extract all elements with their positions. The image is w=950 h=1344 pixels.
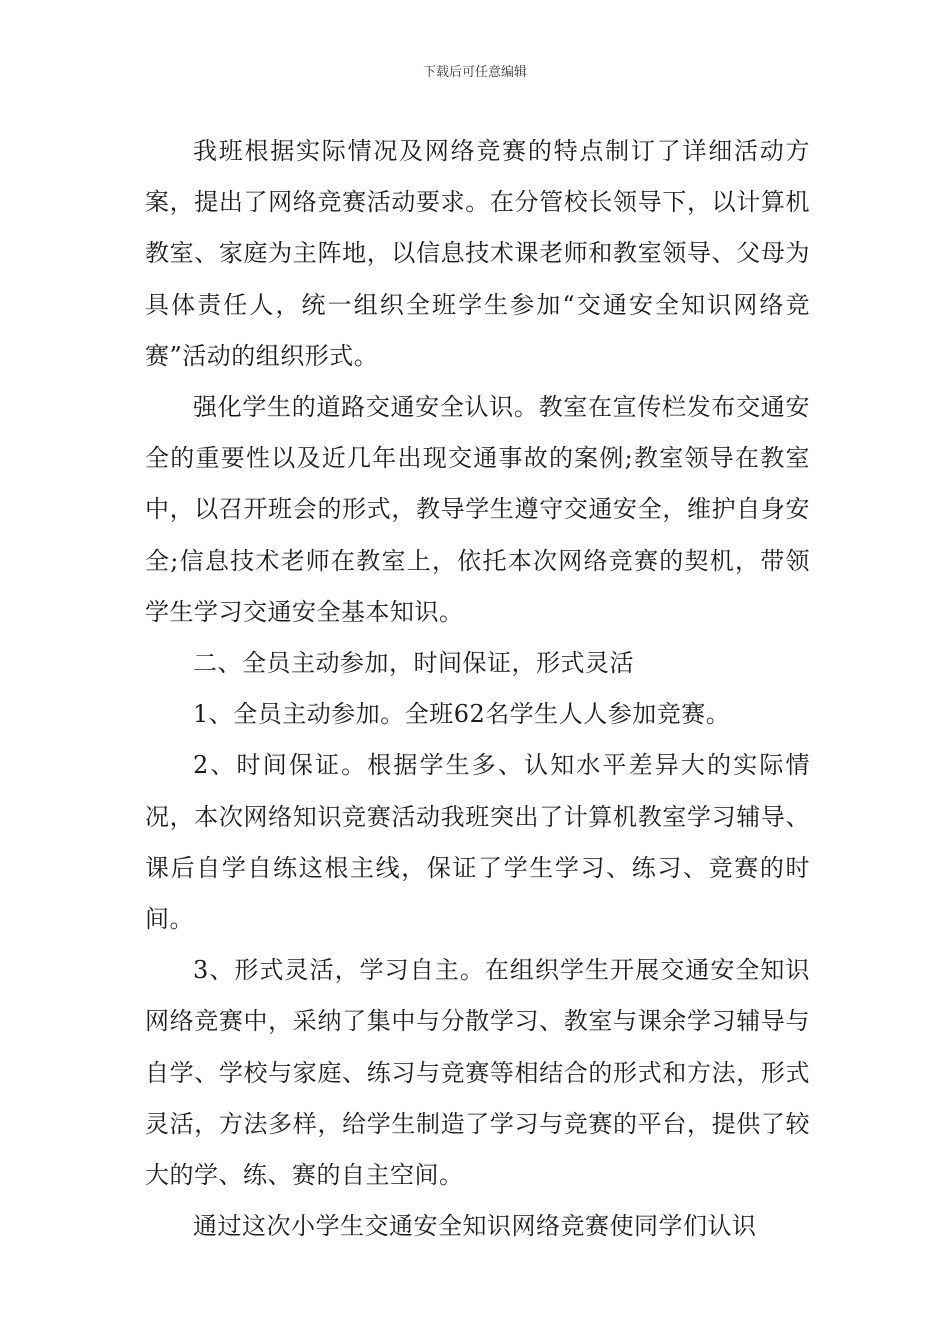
paragraph-item-3: 3、形式灵活，学习自主。在组织学生开展交通安全知识网络竞赛中，采纳了集中与分散学习、教室与课余学习辅导与自学、学校与家庭、练习与竞赛等相结合的形式和方法，形式灵活，方法多样，给学生制造了学习与竞赛的平台，提供了较大的学、练、赛的自主空间。 (145, 956, 810, 1190)
paragraph-safety-awareness: 强化学生的道路交通安全认识。教室在宣传栏发布交通安全的重要性以及近几年出现交通事故的案例;教室领导在教室中，以召开班会的形式，教导学生遵守交通安全，维护自身安全;信息技术老师在教室上，依托本次网络竞赛的契机，带领学生学习交通安全基本知识。 (145, 393, 810, 626)
paragraph-item-1: 1、全员主动参加。全班62名学生人人参加竞赛。 (193, 700, 731, 729)
paragraph-conclusion: 通过这次小学生交通安全知识网络竞赛使同学们认识 (193, 1212, 757, 1241)
section-heading-participation: 二、全员主动参加，时间保证，形式灵活 (193, 649, 634, 678)
page-header: 下载后可任意编辑 (422, 65, 527, 80)
paragraph-activity-plan: 我班根据实际情况及网络竞赛的特点制订了详细活动方案，提出了网络竞赛活动要求。在分管校长领导下，以计算机教室、家庭为主阵地，以信息技术课老师和教室领导、父母为具体责任人，统一组织全班学生参加“交通安全知识网络竞赛”活动的组织形式。 (145, 137, 810, 370)
document-body (145, 126, 810, 1252)
paragraph-item-2: 2、时间保证。根据学生多、认知水平差异大的实际情况，本次网络知识竞赛活动我班突出了计算机教室学习辅导、课后自学自练这根主线，保证了学生学习、练习、竞赛的时间。 (145, 751, 810, 934)
